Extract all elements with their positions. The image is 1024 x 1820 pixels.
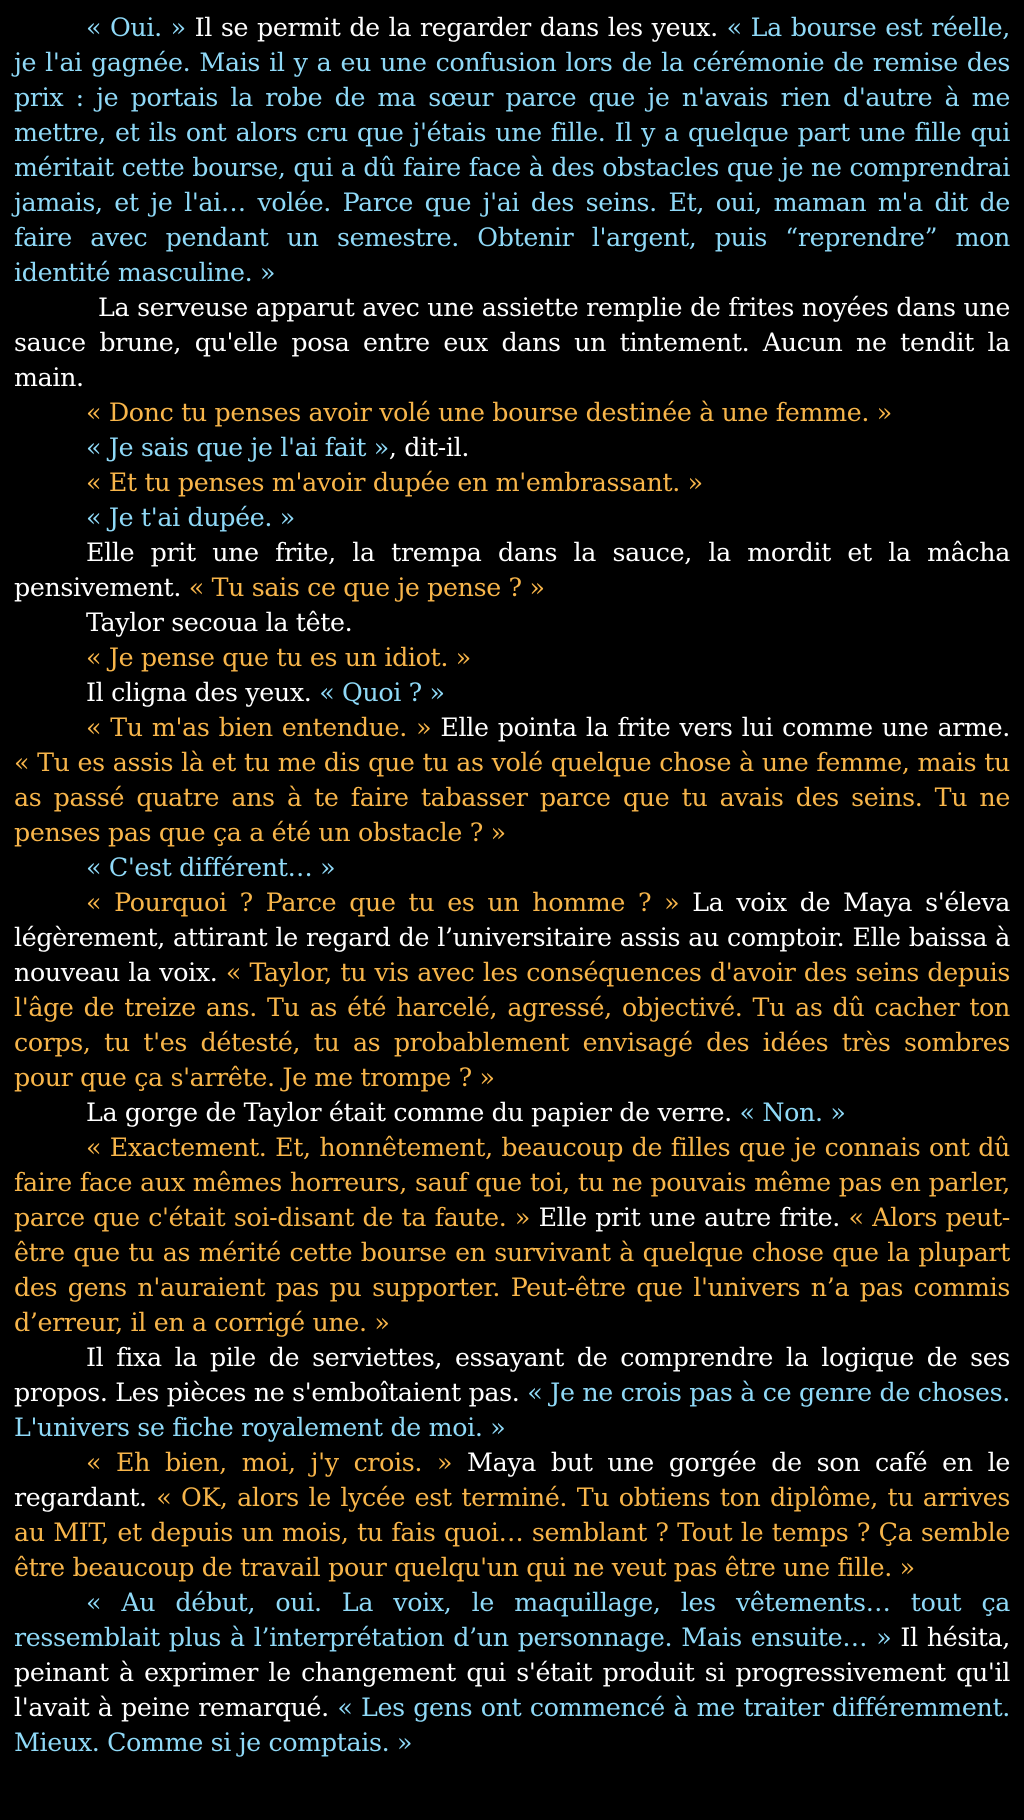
- maya-dialogue: « Exactement. Et, honnêtement, beaucoup de filles que je connais ont dû faire face aux mêmes horreurs, sauf que toi, tu ne pouvais même pas en parler, parce que c'était soi-disant de ta faute. »: [14, 1133, 1010, 1232]
- paragraph: [14, 710, 1010, 850]
- paragraph: [14, 1585, 1010, 1760]
- taylor-dialogue: « Quoi ? »: [319, 678, 445, 707]
- taylor-dialogue: « Oui. »: [86, 13, 186, 42]
- paragraph: [14, 500, 1010, 535]
- taylor-dialogue: « C'est différent… »: [86, 853, 336, 882]
- paragraph: [14, 430, 1010, 465]
- paragraph: [14, 10, 1010, 290]
- narration-text: Maya but une gorgée de son café en le regardant.: [14, 1448, 1010, 1512]
- paragraph: [14, 605, 1010, 640]
- narration-text: La voix de Maya s'éleva légèrement, attirant le regard de l’universitaire assis au comptoir. Elle baissa à nouveau la voix.: [14, 888, 1010, 987]
- maya-dialogue: « Je pense que tu es un idiot. »: [86, 643, 471, 672]
- paragraph: [14, 640, 1010, 675]
- taylor-dialogue: « Je t'ai dupée. »: [86, 503, 295, 532]
- taylor-dialogue: « Non. »: [739, 1098, 846, 1127]
- narration-text: Elle prit une frite, la trempa dans la sauce, la mordit et la mâcha pensivement.: [14, 538, 1010, 602]
- narration-text: Elle pointa la frite vers lui comme une arme.: [431, 713, 1010, 742]
- paragraph: [14, 850, 1010, 885]
- taylor-dialogue: « Les gens ont commencé à me traiter différemment. Mieux. Comme si je comptais. »: [14, 1693, 1010, 1757]
- paragraph: [14, 1130, 1010, 1340]
- maya-dialogue: « Tu sais ce que je pense ? »: [188, 573, 545, 602]
- maya-dialogue: « Eh bien, moi, j'y crois. »: [86, 1448, 453, 1477]
- taylor-dialogue: « Au début, oui. La voix, le maquillage, les vêtements… tout ça ressemblait plus à l’interprétation d’un personnage. Mais ensuite… »: [14, 1588, 1010, 1652]
- narration-text: La serveuse apparut avec une assiette remplie de frites noyées dans une sauce brune, qu'elle posa entre eux dans un tintement. Aucun ne tendit la main.: [14, 293, 1010, 392]
- paragraph: [14, 465, 1010, 500]
- paragraph: [14, 1095, 1010, 1130]
- maya-dialogue: « Tu m'as bien entendue. »: [86, 713, 432, 742]
- narration-text: Il fixa la pile de serviettes, essayant de comprendre la logique de ses propos. Les pièces ne s'emboîtaient pas.: [14, 1343, 1010, 1407]
- paragraph: [14, 1445, 1010, 1585]
- narration-text: Il se permit de la regarder dans les yeux.: [185, 13, 727, 42]
- taylor-dialogue: « Je sais que je l'ai fait »: [86, 433, 389, 462]
- paragraph: [14, 1340, 1010, 1445]
- narration-text: Elle prit une autre frite.: [530, 1203, 849, 1232]
- narration-text: Taylor secoua la tête.: [86, 608, 353, 637]
- maya-dialogue: « Donc tu penses avoir volé une bourse destinée à une femme. »: [86, 398, 892, 427]
- maya-dialogue: « Taylor, tu vis avec les conséquences d'avoir des seins depuis l'âge de treize ans. Tu as été harcelé, agressé, objectivé. Tu as dû cacher ton corps, tu t'es détesté, tu as probablement envisagé des idées très sombres pour que ça s'arrête. Je me trompe ? »: [14, 958, 1010, 1092]
- narration-text: , dit-il.: [388, 433, 470, 462]
- maya-dialogue: « OK, alors le lycée est terminé. Tu obtiens ton diplôme, tu arrives au MIT, et depuis un mois, tu fais quoi… semblant ? Tout le temps ? Ça semble être beaucoup de travail pour quelqu'un qui ne veut pas être une fille. »: [14, 1483, 1010, 1582]
- paragraph: [14, 395, 1010, 430]
- taylor-dialogue: « Je ne crois pas à ce genre de choses. L'univers se fiche royalement de moi. »: [14, 1378, 1010, 1442]
- maya-dialogue: « Alors peut-être que tu as mérité cette bourse en survivant à quelque chose que la plupart des gens n'auraient pas pu supporter. Peut-être que l'univers n’a pas commis d’erreur, il en a corrigé une. »: [14, 1203, 1010, 1337]
- maya-dialogue: « Pourquoi ? Parce que tu es un homme ? »: [86, 888, 680, 917]
- narration-text: La gorge de Taylor était comme du papier de verre.: [86, 1098, 740, 1127]
- paragraph: [14, 535, 1010, 605]
- maya-dialogue: « Tu es assis là et tu me dis que tu as volé quelque chose à une femme, mais tu as passé quatre ans à te faire tabasser parce que tu avais des seins. Tu ne penses pas que ça a été un obstacle ? »: [14, 748, 1010, 847]
- maya-dialogue: « Et tu penses m'avoir dupée en m'embrassant. »: [86, 468, 703, 497]
- narration-text: Il hésita, peinant à exprimer le changement qui s'était produit si progressivement qu'il l'avait à peine remarqué.: [14, 1623, 1010, 1722]
- taylor-dialogue: « La bourse est réelle, je l'ai gagnée. Mais il y a eu une confusion lors de la cérémonie de remise des prix : je portais la robe de ma sœur parce que je n'avais rien d'autre à me mettre, et ils ont alors cru que j'étais une fille. Il y a quelque part une fille qui méritait cette bourse, qui a dû faire face à des obstacles que je ne comprendrai jamais, et je l'ai… volée. Parce que j'ai des seins. Et, oui, maman m'a dit de faire avec pendant un semestre. Obtenir l'argent, puis “reprendre” mon identité masculine. »: [14, 13, 1010, 287]
- paragraph: [14, 290, 1010, 395]
- narration-text: Il cligna des yeux.: [86, 678, 320, 707]
- paragraph: [14, 885, 1010, 1095]
- paragraph: [14, 675, 1010, 710]
